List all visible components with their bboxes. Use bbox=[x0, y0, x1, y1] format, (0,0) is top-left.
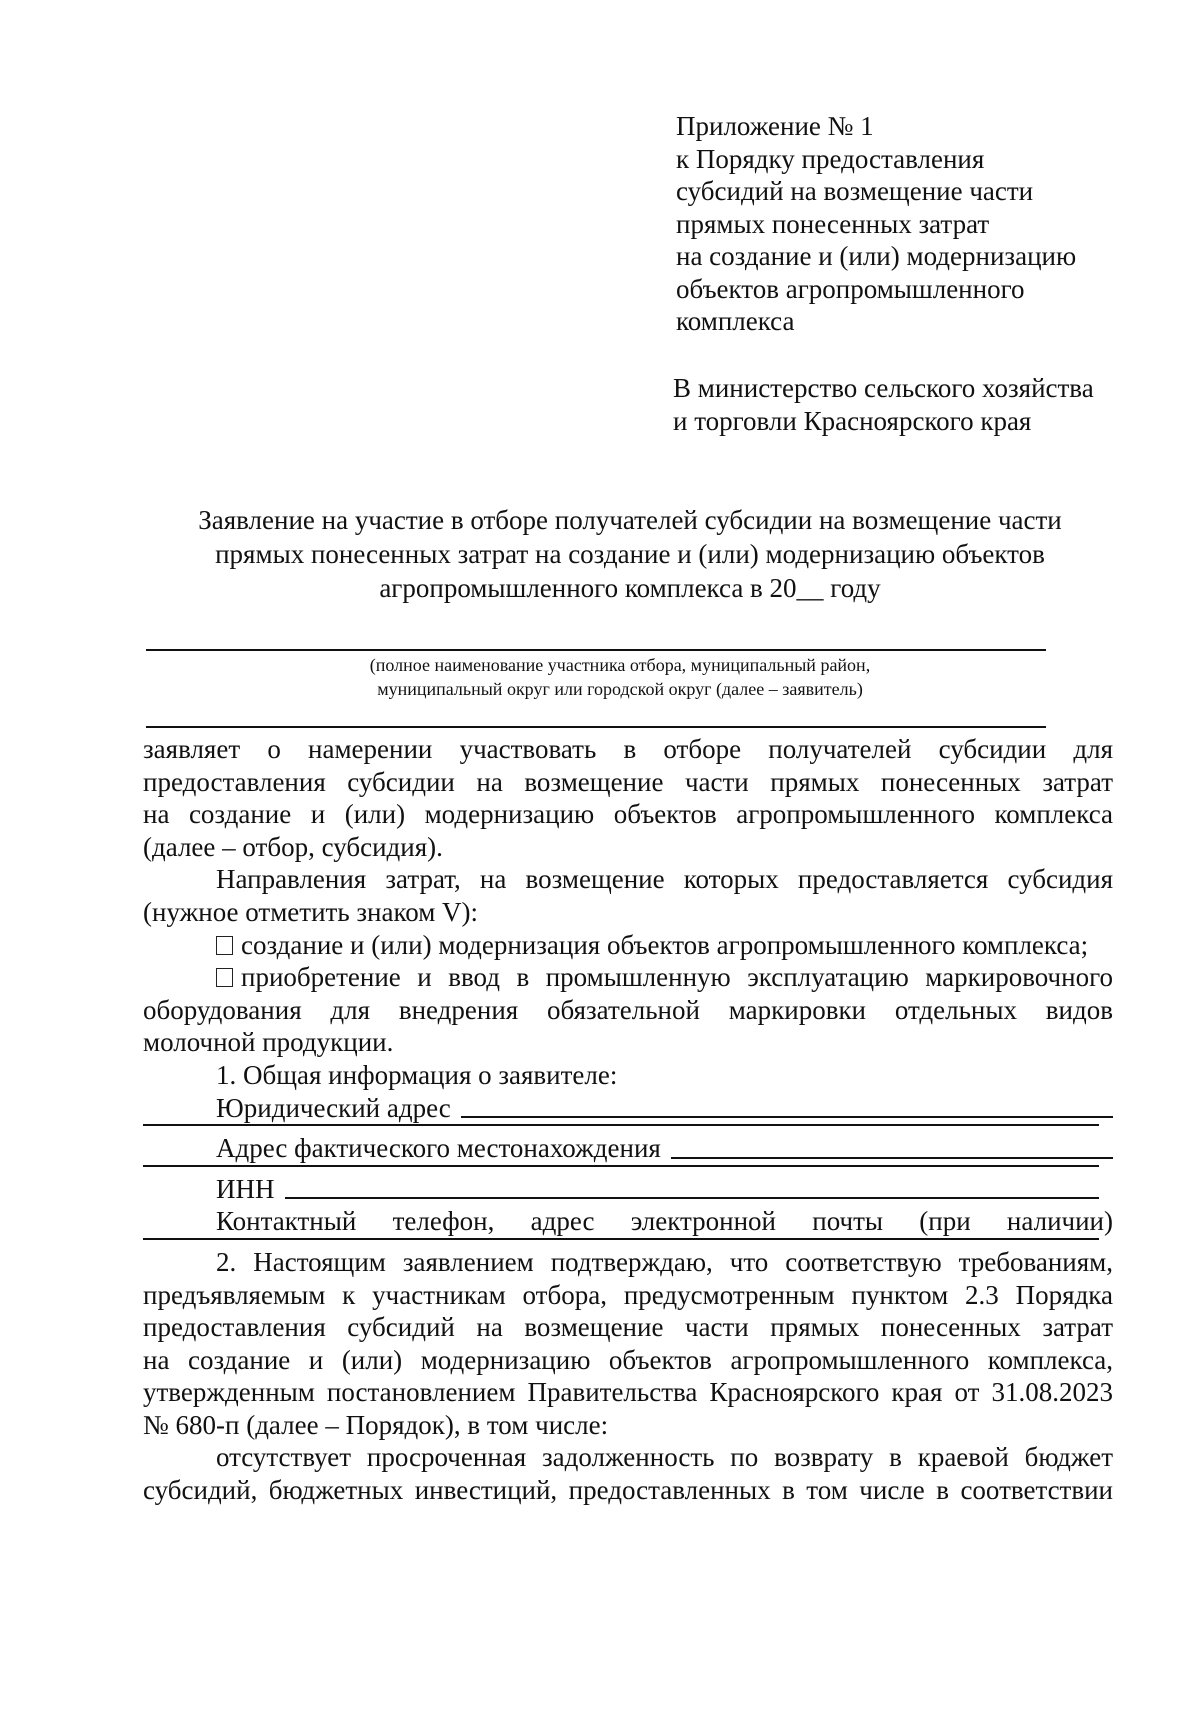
document-title bbox=[150, 503, 1110, 605]
appendix-line: прямых понесенных затрат bbox=[676, 208, 990, 239]
caption-line: муниципальный округ или городской округ (далее – заявитель) bbox=[377, 679, 863, 699]
actual-address-row-2 bbox=[143, 1165, 1113, 1173]
legal-address-row bbox=[143, 1092, 1113, 1125]
section-2-line: № 680-п (далее – Порядок), в том числе: bbox=[143, 1409, 609, 1440]
option-construction bbox=[143, 929, 1113, 962]
appendix-line: объектов агропромышленного bbox=[676, 273, 1025, 304]
directions-line: (нужное отметить знаком V): bbox=[143, 896, 479, 927]
applicant-name-field[interactable] bbox=[146, 649, 1046, 651]
contact-input[interactable] bbox=[143, 1238, 1099, 1240]
legal-address-label: Юридический адрес bbox=[216, 1092, 451, 1123]
actual-address-input-continued[interactable] bbox=[143, 1165, 1099, 1167]
appendix-line: к Порядку предоставления bbox=[676, 143, 985, 174]
section-2-line: предъявляемым к участникам отбора, предусмотренным пунктом 2.3 Порядка bbox=[143, 1279, 1113, 1310]
actual-address-label: Адрес фактического местонахождения bbox=[216, 1133, 661, 1164]
applicant-name-field-continued[interactable] bbox=[146, 726, 1046, 728]
checkbox-marking[interactable] bbox=[216, 968, 233, 987]
caption-line: (полное наименование участника отбора, муниципальный район, bbox=[369, 655, 871, 675]
intro-line: предоставления субсидии на возмещение части прямых понесенных затрат bbox=[143, 766, 1113, 797]
section-2-line: утвержденным постановлением Правительства Красноярского края от 31.08.2023 bbox=[143, 1377, 1113, 1408]
directions-line: Направления затрат, на возмещение которых предоставляется субсидия bbox=[216, 864, 1113, 895]
appendix-line: Приложение № 1 bbox=[676, 111, 874, 141]
appendix-line: комплекса bbox=[676, 306, 795, 336]
addressee-line: и торговли Красноярского края bbox=[673, 406, 1032, 436]
checkbox-construction[interactable] bbox=[216, 936, 233, 955]
applicant-name-caption bbox=[220, 653, 1020, 701]
option-marking-label: приобретение и ввод в промышленную эксплуатацию маркировочного bbox=[241, 962, 1113, 993]
option-marking-line: оборудования для внедрения обязательной маркировки отдельных видов bbox=[143, 994, 1113, 1025]
debt-line: субсидий, бюджетных инвестиций, предоставленных в том числе в соответствии bbox=[143, 1475, 1113, 1506]
option-construction-label: создание и (или) модернизация объектов агропромышленного комплекса; bbox=[241, 929, 1089, 960]
inn-label: ИНН bbox=[216, 1173, 275, 1204]
option-marking-line: молочной продукции. bbox=[143, 1027, 394, 1058]
intro-line: на создание и (или) модернизацию объектов агропромышленного комплекса bbox=[143, 799, 1113, 830]
contact-label: Контактный телефон, адрес электронной почты (при наличии) bbox=[216, 1206, 1113, 1237]
option-marking bbox=[143, 961, 1113, 994]
title-line: прямых понесенных затрат на создание и (или) модернизацию объектов bbox=[215, 539, 1045, 569]
appendix-line: субсидий на возмещение части bbox=[676, 176, 1034, 206]
intro-line: (далее – отбор, субсидия). bbox=[143, 831, 443, 862]
actual-address-input[interactable] bbox=[671, 1157, 1113, 1159]
appendix-line: на создание и (или) модернизацию bbox=[676, 241, 1077, 271]
contact-row bbox=[143, 1238, 1113, 1246]
section-2-line: на создание и (или) модернизацию объектов агропромышленного комплекса, bbox=[143, 1344, 1113, 1375]
legal-address-input[interactable] bbox=[461, 1116, 1113, 1118]
inn-row bbox=[143, 1173, 1113, 1206]
addressee bbox=[673, 372, 1153, 438]
title-line: Заявление на участие в отборе получателей субсидии на возмещение части bbox=[198, 505, 1062, 535]
addressee-line: В министерство сельского хозяйства bbox=[673, 373, 1094, 403]
section-1-heading: 1. Общая информация о заявителе: bbox=[216, 1059, 618, 1090]
actual-address-row bbox=[143, 1132, 1113, 1165]
debt-line: отсутствует просроченная задолженность по возврату в краевой бюджет bbox=[216, 1442, 1113, 1473]
title-line: агропромышленного комплекса в 20__ году bbox=[379, 573, 881, 603]
legal-address-row-2 bbox=[143, 1124, 1113, 1132]
intro-line: заявляет о намерении участвовать в отборе получателей субсидии для bbox=[143, 734, 1113, 764]
section-2-line: 2. Настоящим заявлением подтверждаю, что соответствую требованиям, bbox=[216, 1246, 1113, 1277]
legal-address-input-continued[interactable] bbox=[143, 1124, 1099, 1126]
document-body bbox=[143, 733, 1113, 1507]
section-2-line: предоставления субсидий на возмещение части прямых понесенных затрат bbox=[143, 1312, 1113, 1343]
appendix-header bbox=[676, 110, 1146, 338]
inn-input[interactable] bbox=[285, 1197, 1100, 1199]
